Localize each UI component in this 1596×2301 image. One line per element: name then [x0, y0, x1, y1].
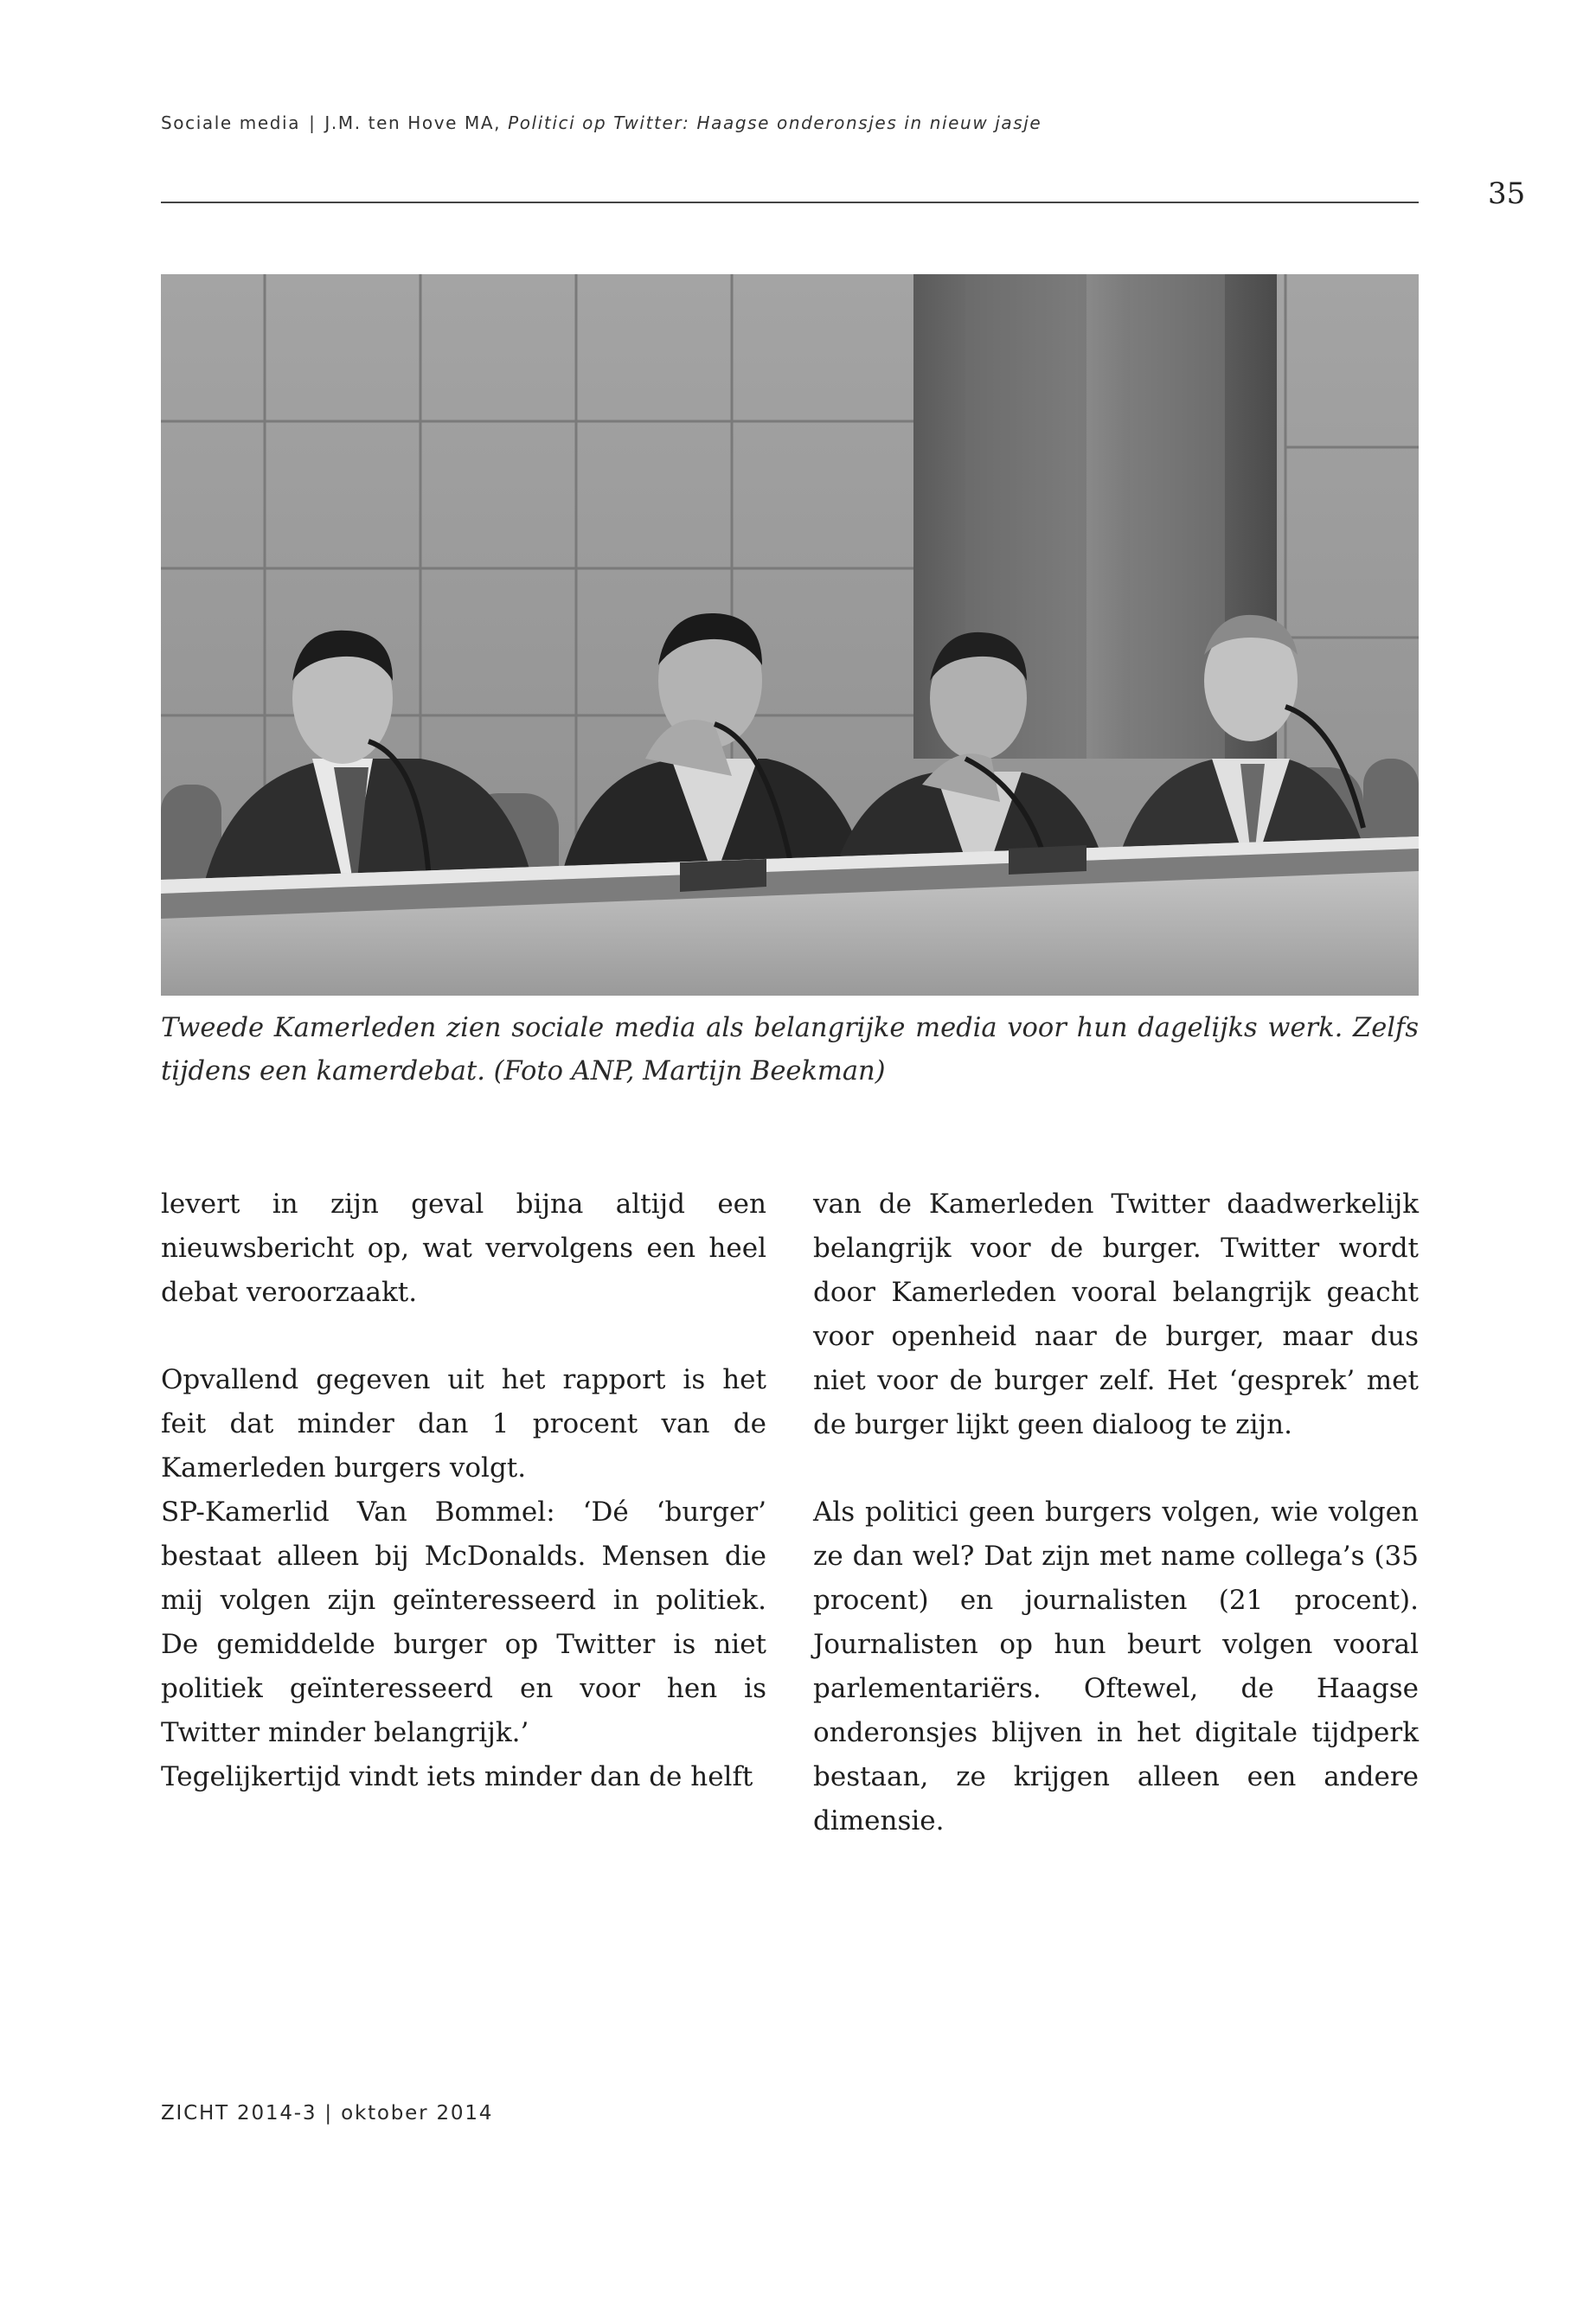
- header-separator: |: [309, 112, 317, 133]
- header-rule: [161, 202, 1419, 203]
- photo-caption: Tweede Kamerleden zien sociale media als belangrijke media voor hun dagelijks werk. Zelfs tijdens een kamerdebat. (Foto ANP, Martijn Beekman): [161, 1013, 1419, 1086]
- header-section: Sociale media: [161, 112, 301, 133]
- body-paragraph: levert in zijn geval bijna altijd een nieuwsbericht op, wat vervolgens een heel debat veroorzaakt.: [161, 1189, 766, 1308]
- page-number: 35: [1488, 176, 1526, 211]
- body-paragraph: van de Kamerleden Twitter daadwerkelijk belangrijk voor de burger. Twitter wordt door Kamerleden vooral belangrijk geacht voor openheid naar de burger, maar dus niet voor de burger zelf. Het ‘gesprek’ met de burger lijkt geen dialoog te zijn.: [813, 1189, 1419, 1440]
- header-author: J.M. ten Hove MA,: [324, 112, 502, 133]
- body-column-right: [813, 1183, 1419, 1843]
- header-article-title: Politici op Twitter: Haagse onderonsjes in nieuw jasje: [508, 112, 1042, 133]
- body-paragraph: Opvallend gegeven uit het rapport is het feit dat minder dan 1 procent van de Kamerleden burgers volgt.: [161, 1364, 766, 1484]
- body-paragraph: Tegelijkertijd vindt iets minder dan de helft: [161, 1761, 753, 1792]
- running-header: [161, 112, 1415, 133]
- article-photo: [161, 274, 1419, 996]
- body-column-left: [161, 1183, 766, 1799]
- body-paragraph: Als politici geen burgers volgen, wie volgen ze dan wel? Dat zijn met name collega’s (35 procent) en journalisten (21 procent). Journalisten op hun beurt volgen vooral parlementariërs. Oftewel, de Haagse onderonsjes blijven in het digitale tijdperk bestaan, ze krijgen alleen een andere dimensie.: [813, 1497, 1419, 1836]
- photo-parliament-debate-icon: [161, 274, 1419, 996]
- body-paragraph: SP-Kamerlid Van Bommel: ‘Dé ‘burger’ bestaat alleen bij McDonalds. Mensen die mij volgen zijn geïnteresseerd in politiek. De gemiddelde burger op Twitter is niet politiek geïnteresseerd en voor hen is Twitter minder belangrijk.’: [161, 1497, 766, 1748]
- page-footer: ZICHT 2014-3 | oktober 2014: [161, 2102, 494, 2125]
